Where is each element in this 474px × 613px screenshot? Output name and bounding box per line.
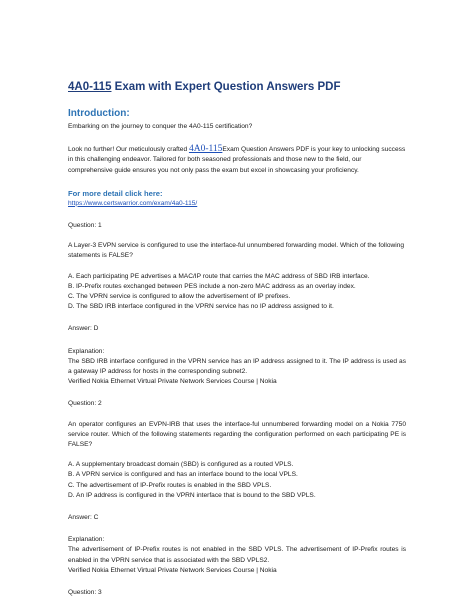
question-3-label: Question: 3 <box>68 589 102 597</box>
question-2-option-a: A. A supplementary broadcast domain (SBD) is configured as a routed VPLS. <box>68 461 294 469</box>
question-2-source: Verified Nokia Ethernet Virtual Private Network Services Course | Nokia <box>68 566 277 574</box>
question-1-text: A Layer-3 EVPN service is configured to use the interface-ful unnumbered forwarding model. Which of the following statements is FALSE? <box>68 242 405 260</box>
page-title <box>68 80 406 94</box>
exam-code-link[interactable]: 4A0-115 <box>188 144 223 155</box>
question-2-option-d: D. An IP address is configured in the VPRN interface that is bound to the SBD VPLS. <box>68 491 316 499</box>
intro-paragraph-rest: Exam Question Answers PDF is your key to unlocking success in this challenging endeavor. Tailored for both seasoned professionals and those new to the field, our comprehensive guide ensures you not only pass the exam but excel in showcasing your proficiency. <box>68 146 406 174</box>
question-1-explanation-label: Explanation: <box>68 347 105 355</box>
intro-paragraph <box>68 144 406 176</box>
question-2-answer: Answer: C <box>68 514 99 522</box>
question-1-option-a: A. Each participating PE advertises a MAC/IP route that carries the MAC address of SBD IRB interface. <box>68 272 370 280</box>
question-1-answer: Answer: D <box>68 325 99 333</box>
question-2-explanation-label: Explanation: <box>68 536 105 544</box>
question-2-explanation: The advertisement of IP-Prefix routes is not enabled in the SBD VPLS. The advertisement of IP-Prefix routes is enabled in the VPRN service that is associated with the SBD VPLS2. <box>68 546 406 564</box>
more-detail-heading: For more detail click here: <box>68 188 163 198</box>
question-2-label: Question: 2 <box>68 400 102 408</box>
question-1-explanation: The SBD IRB interface configured in the VPRN service has an IP address assigned to it. The IP address is used as a gateway IP address for hosts in the corresponding subnet2. <box>68 357 406 376</box>
question-1-source: Verified Nokia Ethernet Virtual Private Network Services Course | Nokia <box>68 378 277 386</box>
more-detail-link[interactable]: https://www.certswarrior.com/exam/4a0-115/ <box>68 199 198 207</box>
title-exam-code-link[interactable]: 4A0-115 <box>68 81 112 93</box>
question-2-text: An operator configures an EVPN-IRB that uses the interface-ful unnumbered forwarding model on a Nokia 7750 service router. Which of the following statements regarding the configuration performed on each participating PE is FALSE? <box>68 420 406 449</box>
question-1-label: Question: 1 <box>68 222 102 230</box>
question-1-option-c: C. The VPRN service is configured to allow the advertisement of IP prefixes. <box>68 293 291 301</box>
intro-line: Embarking on the journey to conquer the 4A0-115 certification? <box>68 123 253 130</box>
question-1-option-b: B. IP-Prefix routes exchanged between PES include a non-zero MAC address as an overlay index. <box>68 282 356 290</box>
question-2-option-c: C. The advertisement of IP-Prefix routes is enabled in the SBD VPLS. <box>68 481 272 489</box>
question-2-option-b: B. A VPRN service is configured and has an interface bound to the local VPLS. <box>68 471 298 479</box>
question-1-option-d: D. The SBD IRB interface configured in the VPRN service has no IP address assigned to it. <box>68 303 334 311</box>
title-text: Exam with Expert Question Answers PDF <box>111 81 341 93</box>
intro-paragraph-lead: Look no further! Our meticulously crafted <box>68 146 189 154</box>
intro-heading: Introduction: <box>68 108 130 119</box>
